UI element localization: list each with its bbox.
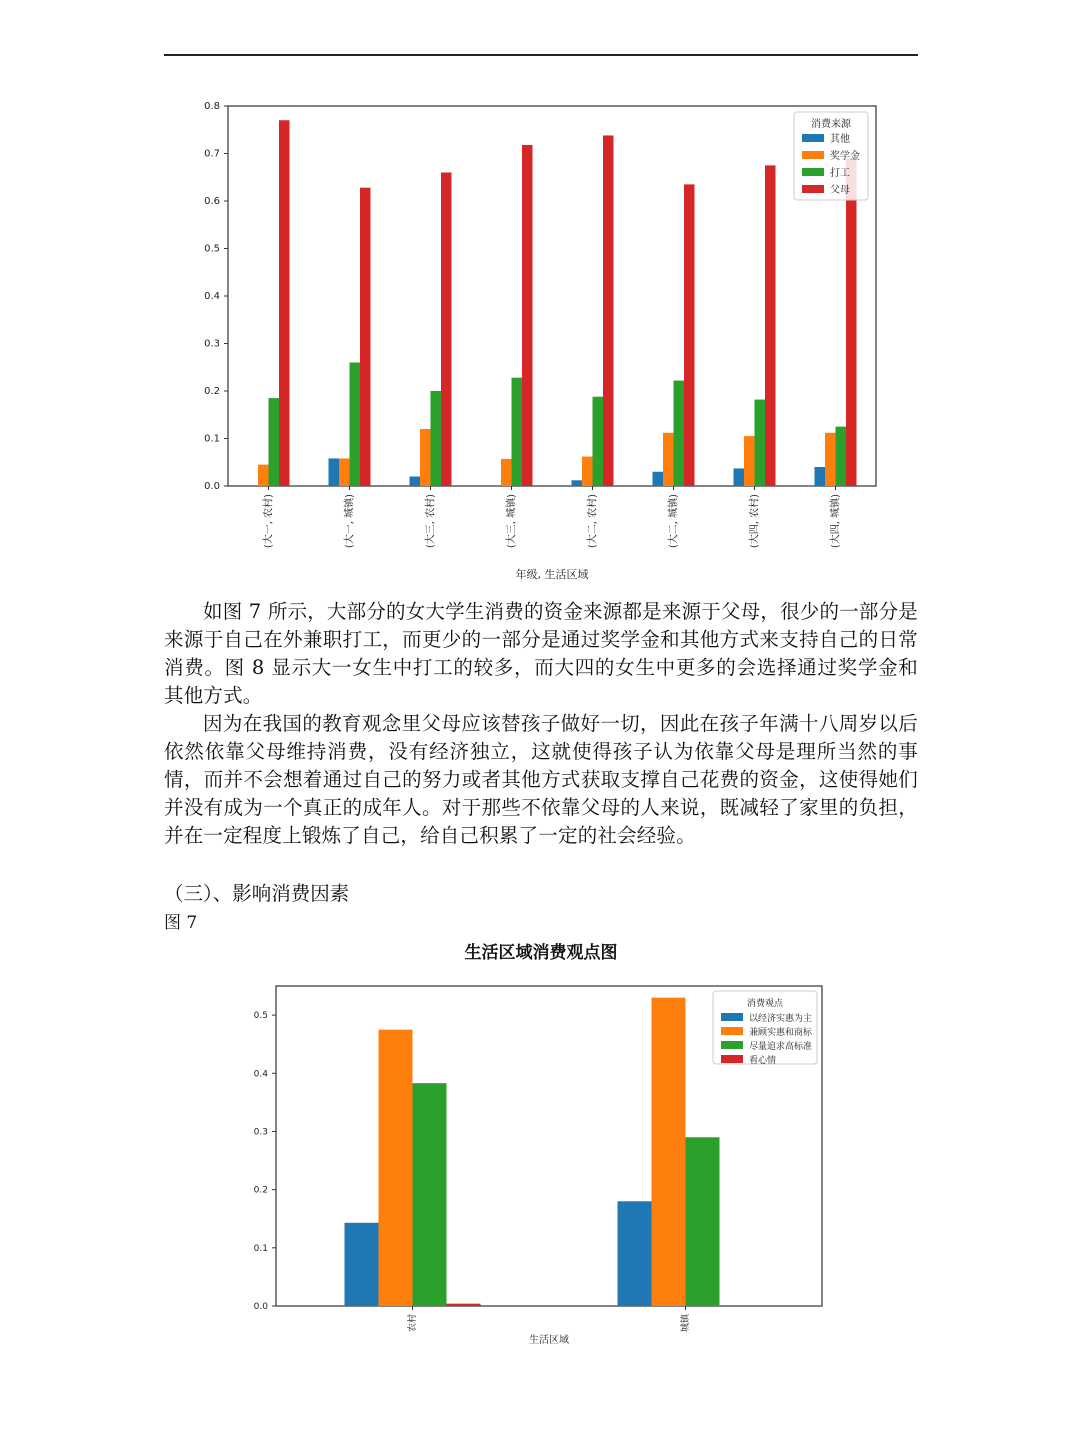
x-tick-label: (大四, 农村) bbox=[749, 494, 761, 549]
section-heading: （三）、影响消费因素 bbox=[164, 882, 350, 905]
x-tick-label: (大一, 城镇) bbox=[344, 494, 356, 549]
y-tick-label: 0.5 bbox=[253, 1011, 268, 1022]
x-tick-label: (大一, 农村) bbox=[263, 494, 275, 549]
x-tick-label: 农村 bbox=[408, 1314, 418, 1333]
y-tick-label: 0.0 bbox=[204, 481, 220, 492]
y-tick-label: 0.6 bbox=[204, 196, 220, 207]
x-axis-label: 年级, 生活区域 bbox=[515, 568, 589, 581]
y-tick-label: 0.4 bbox=[253, 1069, 268, 1080]
figure-label: 图 7 bbox=[164, 913, 198, 933]
paragraph-1: 如图 7 所示，大部分的女大学生消费的资金来源都是来源于父母，很少的一部分是来源于自己在外兼职打工，而更少的一部分是通过奖学金和其他方式来支持自己的日常消费。图 8 显示大一女生中打工的较多，而大四的女生中更多的会选择通过奖学金和其他方式。 bbox=[164, 600, 918, 707]
legend-title: 消费观点 bbox=[746, 999, 784, 1009]
x-axis-label: 生活区域 bbox=[529, 1335, 569, 1346]
legend-swatch-3 bbox=[721, 1041, 743, 1049]
y-tick-label: 0.7 bbox=[204, 148, 220, 160]
y-tick-label: 0.1 bbox=[253, 1243, 268, 1254]
legend-swatch-1 bbox=[721, 1013, 743, 1021]
paragraph-2: 因为在我国的教育观念里父母应该替孩子做好一切，因此在孩子年满十八周岁以后依然依靠父母维持消费，没有经济独立，这就使得孩子认为依靠父母是理所当然的事情，而并不会想着通过自己的努力或者其他方式获取支撑自己花费的资金，这使得她们并没有成为一个真正的成年人。对于那些不依靠父母的人来说，既减轻了家里的负担，并在一定程度上锻炼了自己，给自己积累了一定的社会经验。 bbox=[164, 712, 918, 847]
legend-label-3: 打工 bbox=[830, 168, 850, 179]
chart-title: 生活区域消费观点图 bbox=[464, 943, 618, 963]
y-tick-label: 0.4 bbox=[204, 291, 220, 302]
y-tick-label: 0.8 bbox=[204, 101, 220, 112]
bar-2-2 bbox=[652, 998, 686, 1306]
bar-4-1 bbox=[447, 1304, 481, 1306]
y-tick-label: 0.3 bbox=[204, 338, 220, 350]
legend-title: 消费来源 bbox=[811, 119, 851, 130]
y-tick-label: 0.3 bbox=[253, 1127, 268, 1138]
x-tick-label: (大三, 城镇) bbox=[506, 494, 518, 549]
legend-label-2: 奖学金 bbox=[830, 151, 860, 162]
y-tick-label: 0.5 bbox=[204, 243, 220, 255]
bar-1-1 bbox=[345, 1223, 379, 1306]
x-tick-label: 城镇 bbox=[681, 1314, 691, 1333]
legend-label-4: 看心情 bbox=[749, 1056, 777, 1066]
legend-label-4: 父母 bbox=[830, 185, 850, 196]
legend-label-3: 尽量追求高标准 bbox=[749, 1042, 813, 1052]
legend-label-1: 以经济实惠为主 bbox=[749, 1014, 813, 1024]
y-tick-label: 0.0 bbox=[253, 1302, 268, 1312]
y-tick-label: 0.2 bbox=[253, 1185, 268, 1196]
bar-1-2 bbox=[618, 1201, 652, 1306]
bar-2-1 bbox=[379, 1030, 413, 1306]
x-tick-label: (大二, 农村) bbox=[587, 494, 599, 549]
legend-swatch-2 bbox=[721, 1027, 743, 1035]
x-tick-label: (大四, 城镇) bbox=[830, 494, 842, 549]
legend-label-1: 其他 bbox=[830, 134, 850, 145]
bar-3-2 bbox=[686, 1137, 720, 1306]
legend-swatch-4 bbox=[721, 1055, 743, 1063]
legend-label-2: 兼顾实惠和商标 bbox=[749, 1028, 813, 1038]
bar-3-1 bbox=[413, 1083, 447, 1306]
x-tick-label: (大三, 农村) bbox=[425, 494, 437, 549]
y-tick-label: 0.1 bbox=[204, 433, 220, 445]
x-tick-label: (大二, 城镇) bbox=[668, 494, 680, 549]
y-tick-label: 0.2 bbox=[204, 386, 220, 397]
